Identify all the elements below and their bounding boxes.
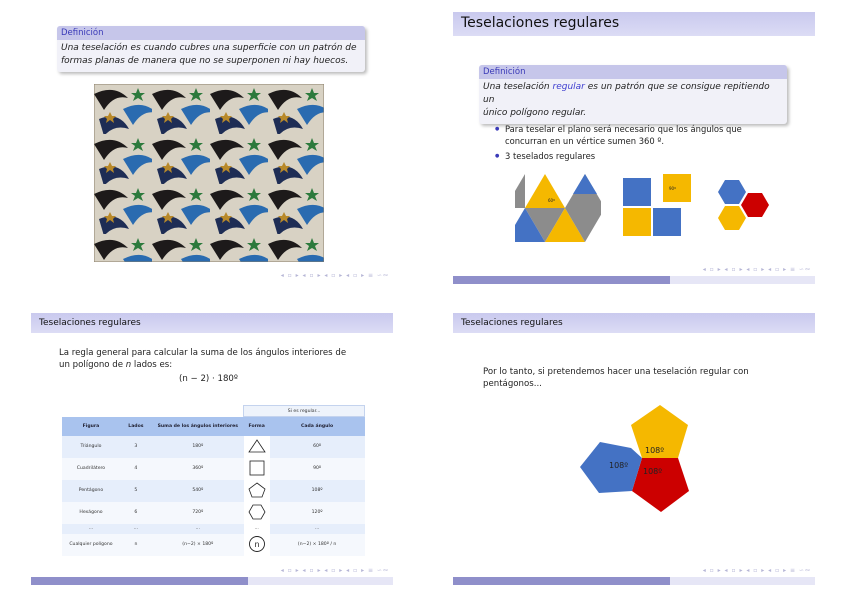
pentagon-gap-figure — [577, 403, 701, 527]
pentagon-icon — [248, 482, 266, 498]
definition-text: Una teselación regular es un patrón que se consigue repitiendo un único polígono regular. — [483, 82, 770, 118]
table-row: ... ... ... ... ... — [62, 524, 365, 534]
table-row: Triángulo 3 180º 60º — [62, 436, 365, 458]
progress-footer — [453, 577, 815, 585]
triangle-tessellation — [515, 172, 601, 242]
table-row: Hexágono 6 720º 120º — [62, 502, 365, 524]
n-polygon-icon — [248, 535, 266, 553]
svg-text:n: n — [254, 539, 260, 549]
bullet-item: ● Para teselar el plano será necesario que los ángulos que concurran en un vértice sumen 360 º. — [493, 123, 793, 147]
hexagon-tessellation — [716, 179, 778, 243]
table-header: Cada ángulo — [270, 417, 365, 436]
group-header: Si es regular... — [244, 406, 365, 417]
slide-angle-rule — [31, 313, 393, 585]
nav-controls[interactable]: ◂ ▫ ▸ ◂ ▫ ▸ ◂ ▫ ▸ ◂ ▫ ▸ ≡ ∽∾ — [280, 272, 389, 279]
slide-title-bar — [31, 313, 393, 333]
table-row: Cualquier polígono n (n−2) × 180º n (n−2) × 180º / n — [62, 534, 365, 556]
table-row: Pentágono 5 540º 108º — [62, 480, 365, 502]
table-header: Forma — [244, 417, 270, 436]
bullet-item: ● 3 teselados regulares — [493, 150, 793, 162]
slide-regular-tessellations — [453, 12, 815, 284]
nav-controls[interactable]: ◂ ▫ ▸ ◂ ▫ ▸ ◂ ▫ ▸ ◂ ▫ ▸ ≡ ∽∾ — [702, 266, 811, 273]
angle-label: 108º — [609, 461, 629, 470]
slide-title: Teselaciones regulares — [461, 15, 620, 31]
slide-title: Teselaciones regulares — [461, 318, 563, 328]
hexagon-icon — [248, 504, 266, 520]
triangle-icon — [248, 438, 266, 454]
square-angle-label: 90º — [669, 186, 676, 191]
bullet-list — [493, 123, 793, 165]
slide-title-bar — [453, 313, 815, 333]
slide-title-bar — [453, 12, 815, 36]
body-text: Por lo tanto, si pretendemos hacer una teselación regular con pentágonos... — [483, 367, 749, 389]
definition-block — [479, 65, 787, 124]
table-header: Lados — [120, 417, 152, 436]
angle-label: 108º — [645, 446, 665, 455]
table-header: Figura — [62, 417, 120, 436]
definition-block — [57, 26, 365, 72]
progress-footer — [453, 276, 815, 284]
polygon-angle-table — [62, 405, 365, 556]
table-row: Cuadrilátero 4 360º 90º — [62, 458, 365, 480]
slide-title: Teselaciones regulares — [39, 318, 141, 328]
intro-text: La regla general para calcular la suma de los ángulos interiores de un polígono de n lados es: — [59, 348, 347, 370]
nav-controls[interactable]: ◂ ▫ ▸ ◂ ▫ ▸ ◂ ▫ ▸ ◂ ▫ ▸ ≡ ∽∾ — [702, 567, 811, 574]
square-icon — [248, 460, 266, 476]
progress-footer — [31, 577, 393, 585]
table-header: Suma de los ángulos interiores — [152, 417, 244, 436]
definition-text: Una teselación es cuando cubres una superficie con un patrón de formas planas de manera que no se superponen ni hay huecos. — [61, 43, 357, 66]
highlight-regular: regular — [552, 82, 585, 92]
square-tessellation — [623, 174, 693, 240]
formula: (n − 2) · 180º — [179, 374, 238, 384]
alhambra-mosaic-photo — [94, 84, 324, 262]
triangle-angle-label: 60º — [548, 198, 555, 203]
nav-controls[interactable]: ◂ ▫ ▸ ◂ ▫ ▸ ◂ ▫ ▸ ◂ ▫ ▸ ≡ ∽∾ — [280, 567, 389, 574]
definition-title: Definición — [479, 65, 787, 79]
definition-title: Definición — [57, 26, 365, 40]
slide-definition — [31, 18, 393, 290]
angle-label: 108º — [643, 467, 663, 476]
slide-pentagon-attempt — [453, 313, 815, 585]
